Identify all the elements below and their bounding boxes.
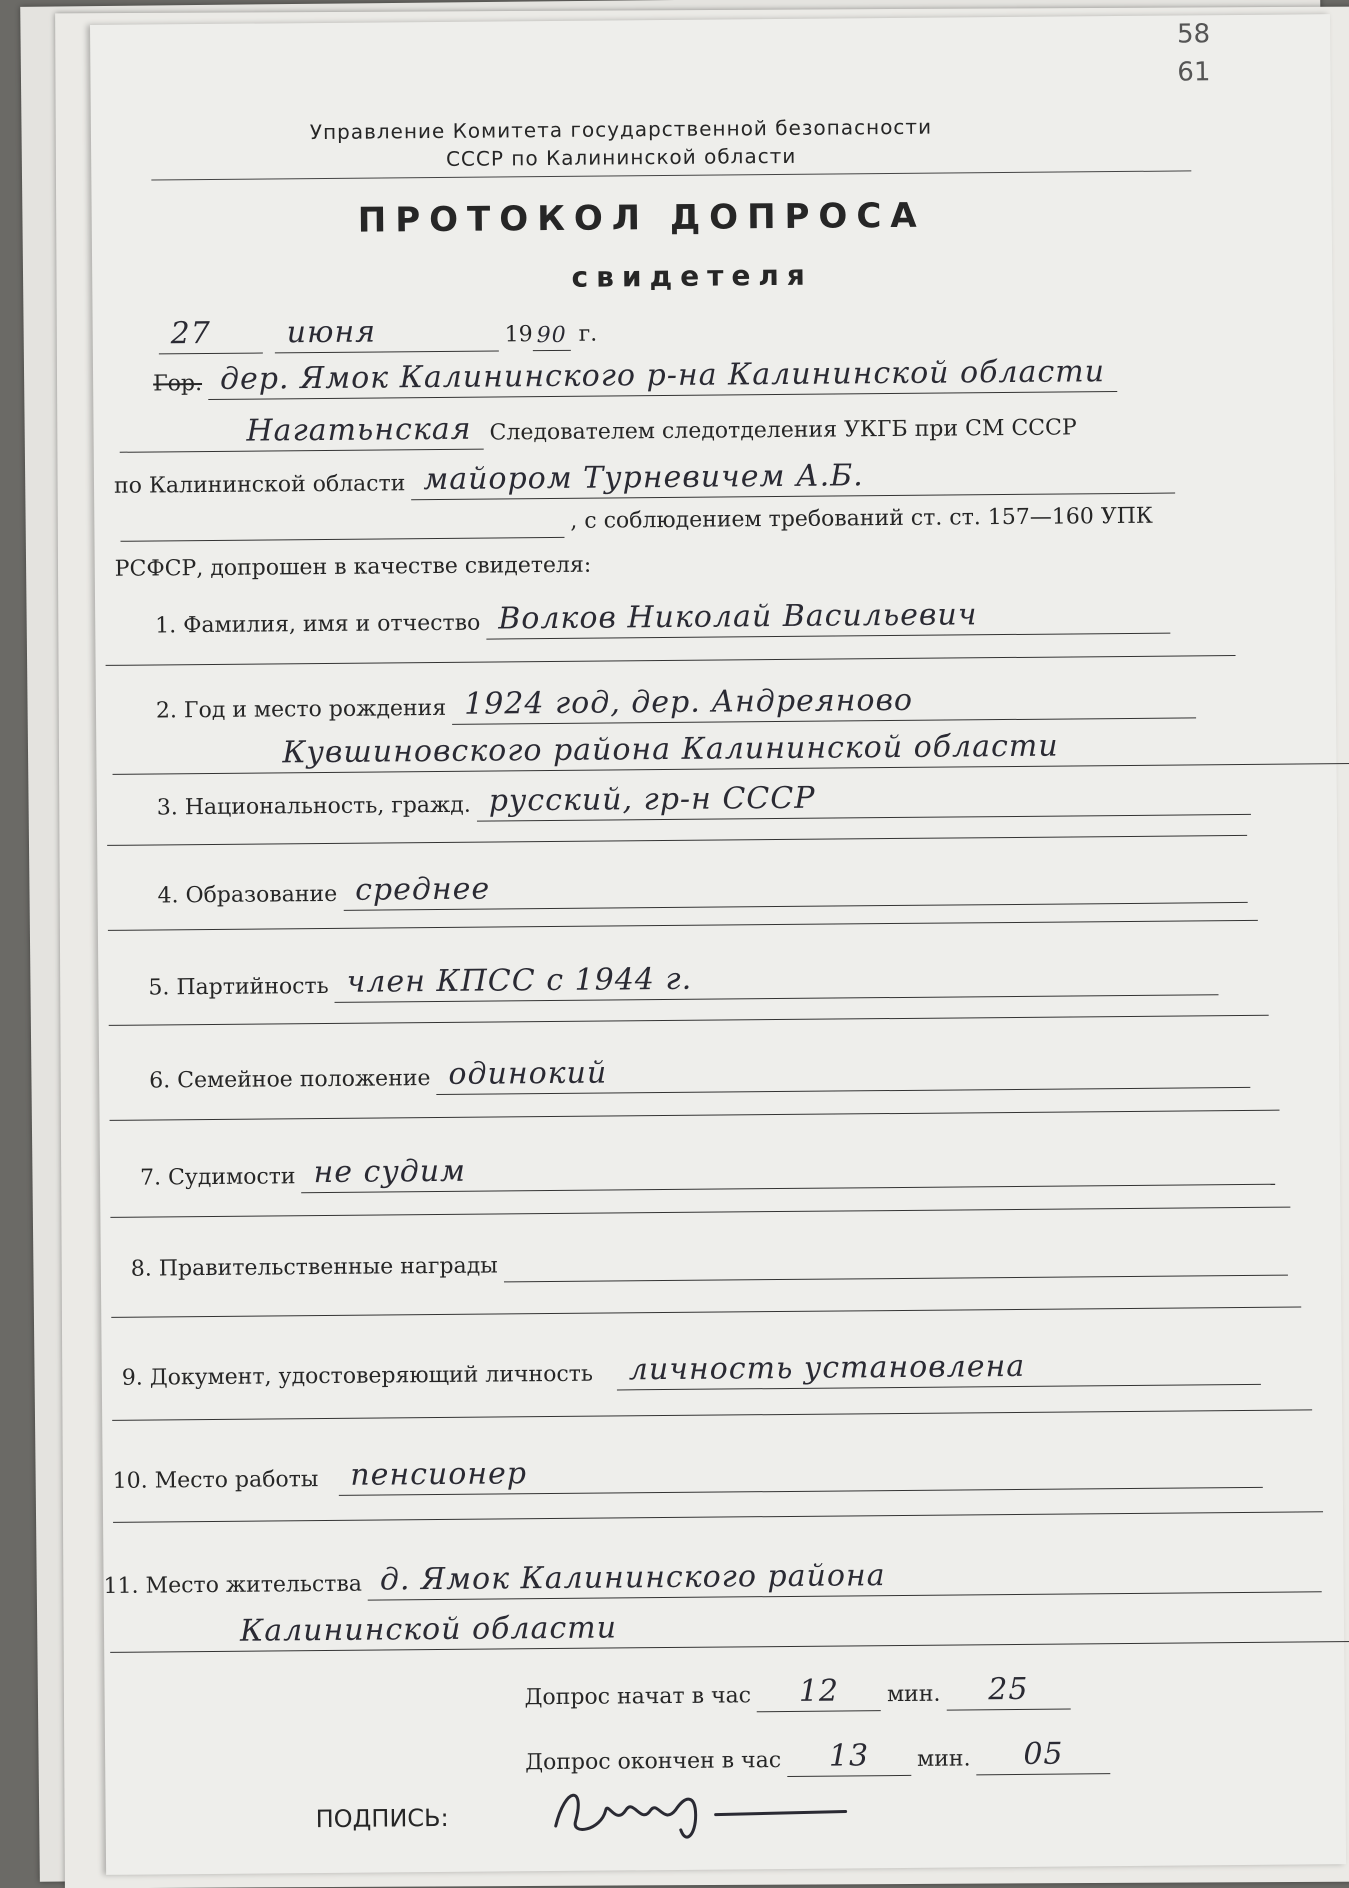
field-4-extra-line: [108, 920, 1258, 931]
field-7-value: не судим: [301, 1147, 1275, 1193]
end-min: 05: [976, 1736, 1110, 1775]
field-2-label: 2. Год и место рождения: [155, 695, 447, 724]
field-11-label: 11. Место жительства: [103, 1571, 363, 1599]
place-line: [153, 354, 1123, 400]
archive-number-2: 61: [1177, 57, 1211, 88]
field-11-row: [103, 1554, 1328, 1603]
start-time-label: Допрос начат в час: [524, 1683, 752, 1711]
field-2-row-2: [106, 726, 1349, 775]
field-10-label: 10. Место работы: [112, 1467, 319, 1494]
end-time-label: Допрос окончен в час: [525, 1748, 782, 1776]
field-1-row: [155, 596, 1176, 643]
date-year-suffix: 90: [533, 323, 571, 351]
document-header: [211, 112, 1031, 175]
field-8-value: [504, 1273, 1288, 1283]
field-11-row-2: [104, 1603, 1349, 1653]
compliance-line: [114, 504, 1153, 542]
field-6-row: [149, 1050, 1257, 1098]
field-9-row: [122, 1347, 1267, 1395]
field-8-label: 8. Правительственные награды: [130, 1253, 498, 1282]
compliance-text: , с соблюдением требований ст. ст. 157—160 УПК: [570, 503, 1153, 534]
region-text: по Калининской области: [113, 471, 406, 499]
date-day: 27: [159, 316, 263, 355]
field-4-label: 4. Образование: [157, 881, 338, 909]
archive-numbers: [1177, 15, 1211, 91]
field-6-value: одинокий: [436, 1050, 1250, 1095]
signature-mark: [545, 1773, 866, 1846]
place-value: дер. Ямок Калининского р-на Калининской области: [208, 354, 1117, 400]
header-line-1: Управление Комитета государственной безопасности: [309, 114, 933, 145]
document-subtitle: свидетеля: [571, 258, 813, 294]
date-line: [153, 313, 598, 355]
investigator-name: майором Турневичем А.Б.: [411, 456, 1175, 501]
signature-label: ПОДПИСЬ:: [315, 1803, 449, 1834]
field-5-row: [148, 957, 1225, 1004]
protocol-page: [90, 14, 1346, 1875]
date-year-prefix: 19: [504, 322, 533, 348]
document-title: ПРОТОКОЛ ДОПРОСА: [357, 195, 926, 241]
date-month: июня: [275, 313, 499, 353]
investigator-line-1: [113, 406, 1076, 452]
field-9-value: личность установлена: [617, 1347, 1261, 1391]
field-8-extra-line: [111, 1306, 1301, 1317]
start-min-label: мин.: [886, 1681, 941, 1708]
field-7-extra-line: [110, 1207, 1290, 1218]
field-9-extra-line: [112, 1409, 1312, 1420]
start-hour: 12: [757, 1673, 881, 1712]
rsfsr-text: РСФСР, допрошен в качестве свидетеля:: [114, 552, 592, 582]
field-11-value: д. Ямок Калининского района: [368, 1554, 1322, 1600]
header-line-2: СССР по Калининской области: [445, 143, 797, 171]
field-3-row: [157, 777, 1257, 825]
field-2-row: [156, 680, 1202, 727]
field-8-row: [131, 1247, 1294, 1286]
field-3-extra-line: [107, 835, 1247, 846]
start-time-row: [524, 1671, 1076, 1714]
field-1-extra-line: [106, 655, 1236, 666]
end-hour: 13: [787, 1738, 911, 1777]
place-prefix: Гор.: [153, 371, 203, 397]
field-7-row: [140, 1147, 1282, 1195]
field-4-value: среднее: [343, 865, 1247, 911]
field-10-extra-line: [113, 1511, 1323, 1523]
field-1-label: 1. Фамилия, имя и отчество: [155, 610, 481, 639]
field-11-value-2: Калининской области: [110, 1603, 1349, 1653]
field-10-value: пенсионер: [338, 1450, 1262, 1496]
field-5-extra-line: [109, 1015, 1269, 1026]
compliance-blank: [120, 535, 564, 542]
field-3-value: русский, гр-н СССР: [477, 777, 1251, 822]
end-min-label: мин.: [916, 1746, 971, 1772]
field-4-row: [157, 865, 1253, 913]
field-6-extra-line: [110, 1110, 1280, 1121]
field-2-value: 1924 год, дер. Андреяново: [452, 680, 1196, 724]
field-1-value: Волков Николай Васильевич: [486, 596, 1170, 640]
archive-number-1: 58: [1176, 19, 1211, 50]
investigator-line-2: [114, 455, 1182, 502]
field-5-label: 5. Партийность: [148, 973, 329, 1001]
rsfsr-line: [115, 553, 592, 586]
field-9-label: 9. Документ, удостоверяющий личность: [121, 1361, 593, 1391]
field-2-value-2: Кувшиновского района Калининской области: [112, 726, 1349, 775]
investigator-text: Следователем следотделения УКГБ при СМ СССР: [489, 415, 1077, 446]
start-min: 25: [946, 1672, 1070, 1711]
handwritten-place-2: Нагатьнская: [119, 412, 483, 453]
field-6-label: 6. Семейное положение: [149, 1066, 431, 1094]
field-3-label: 3. Национальность, гражд.: [156, 792, 471, 821]
field-5-value: член КПСС с 1944 г.: [334, 957, 1218, 1003]
field-7-label: 7. Судимости: [139, 1164, 296, 1191]
field-10-row: [113, 1450, 1269, 1498]
date-year-label: г.: [578, 321, 598, 347]
